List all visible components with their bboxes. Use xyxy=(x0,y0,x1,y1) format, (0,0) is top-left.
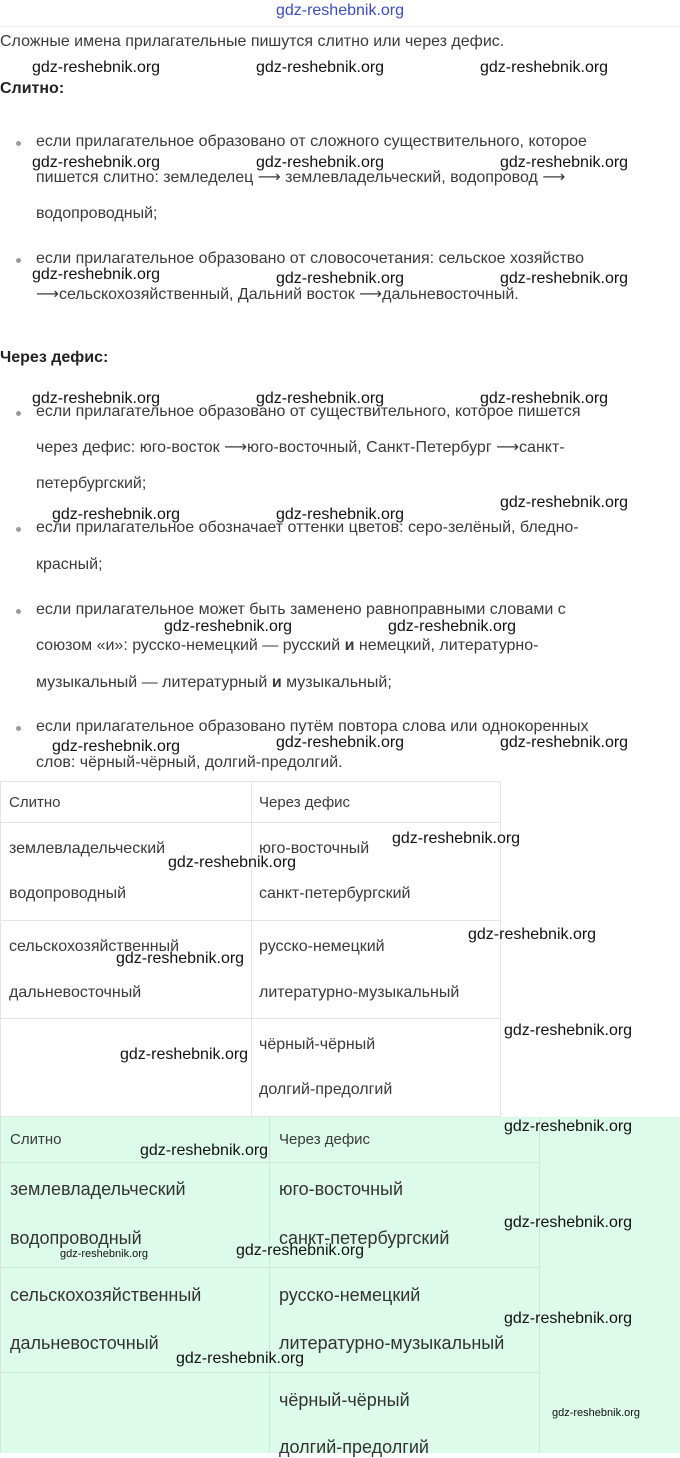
watermark: gdz-reshebnik.org xyxy=(504,1310,633,1327)
table-cell: юго-восточный xyxy=(259,840,370,857)
watermark: gdz-reshebnik.org xyxy=(552,1407,641,1419)
table-cell: долгий-предолгий xyxy=(259,1081,393,1098)
heading-slitno: Слитно: xyxy=(0,80,65,97)
watermark: gdz-reshebnik.org xyxy=(32,59,161,76)
table-cell: сельскохозяйственный xyxy=(9,938,180,955)
conjunction-bold: и xyxy=(344,637,355,654)
table-cell: водопроводный xyxy=(10,1228,142,1248)
text-span: немецкий, литературно- xyxy=(354,637,539,654)
bullet-icon xyxy=(16,609,24,617)
watermark: gdz-reshebnik.org xyxy=(116,950,245,967)
list-item-line: слов: чёрный-чёрный, долгий-предолгий. xyxy=(36,754,343,771)
bullet-icon xyxy=(16,527,24,535)
text-span: союзом «и»: русско-немецкий — русский xyxy=(36,637,345,654)
list-item-line: если прилагательное может быть заменено равноправными словами с xyxy=(36,601,566,618)
list-item-line: если прилагательное образовано путём повтора слова или однокоренных xyxy=(36,718,589,735)
bullet-icon xyxy=(16,141,24,149)
watermark: gdz-reshebnik.org xyxy=(276,734,405,751)
table-cell: дальневосточный xyxy=(9,984,142,1001)
watermark: gdz-reshebnik.org xyxy=(500,494,629,511)
watermark: gdz-reshebnik.org xyxy=(276,270,405,287)
table-cell: долгий-предолгий xyxy=(279,1437,429,1457)
list-item-line: если прилагательное образовано от сложного существительного, которое xyxy=(36,133,587,150)
watermark: gdz-reshebnik.org xyxy=(176,1350,305,1367)
table-divider xyxy=(1,1018,500,1019)
bullet-icon xyxy=(16,411,24,419)
table-cell: дальневосточный xyxy=(10,1333,159,1353)
table-cell: русско-немецкий xyxy=(279,1285,421,1305)
list-item-line: пишется слитно: земледелец ⟶ землевладельческий, водопровод ⟶ xyxy=(36,169,566,186)
list-item-line: если прилагательное образовано от существительного, которое пишется xyxy=(36,403,581,420)
watermark: gdz-reshebnik.org xyxy=(236,1242,365,1259)
table-divider xyxy=(1,1372,539,1373)
watermark: gdz-reshebnik.org xyxy=(32,390,161,407)
intro-text: Сложные имена прилагательные пишутся слитно или через дефис. xyxy=(0,33,505,50)
watermark: gdz-reshebnik.org xyxy=(480,59,609,76)
table-cell: литературно-музыкальный xyxy=(259,984,460,1001)
table-divider xyxy=(1,1267,539,1268)
watermark: gdz-reshebnik.org xyxy=(52,506,181,523)
conjunction-bold: и xyxy=(271,674,282,691)
table-cell: водопроводный xyxy=(9,885,127,902)
bullet-icon xyxy=(16,726,24,734)
table-divider xyxy=(269,1117,270,1453)
text-span: музыкальный; xyxy=(281,674,392,691)
watermark: gdz-reshebnik.org xyxy=(480,390,609,407)
list-item-line: если прилагательное обозначает оттенки цветов: серо-зелёный, бледно- xyxy=(36,519,579,536)
watermark: gdz-reshebnik.org xyxy=(168,854,297,871)
site-title-link[interactable]: gdz-reshebnik.org xyxy=(275,2,405,19)
watermark: gdz-reshebnik.org xyxy=(256,154,385,171)
list-item-line: через дефис: юго-восток ⟶юго-восточный, Санкт-Петербург ⟶санкт- xyxy=(36,439,565,456)
heading-defis: Через дефис: xyxy=(0,349,109,366)
watermark: gdz-reshebnik.org xyxy=(500,270,629,287)
watermark: gdz-reshebnik.org xyxy=(504,1118,633,1135)
list-item-line: красный; xyxy=(36,556,103,573)
table-header-defis: Через дефис xyxy=(259,794,351,811)
table-divider xyxy=(251,782,252,1116)
table-divider xyxy=(1,1162,539,1163)
watermark: gdz-reshebnik.org xyxy=(52,738,181,755)
list-item-line: если прилагательное образовано от словосочетания: сельское хозяйство xyxy=(36,250,585,267)
list-item-line: ⟶сельскохозяйственный, Дальний восток ⟶дальневосточный. xyxy=(36,286,519,303)
list-item-line: водопроводный; xyxy=(36,205,158,222)
list-item-line: петербургский; xyxy=(36,475,147,492)
table-cell: сельскохозяйственный xyxy=(10,1285,202,1305)
watermark: gdz-reshebnik.org xyxy=(120,1046,249,1063)
text-span: музыкальный — литературный xyxy=(36,674,272,691)
watermark: gdz-reshebnik.org xyxy=(276,506,405,523)
table-header-slitno: Слитно xyxy=(10,1131,62,1148)
table-cell: санкт-петербургский xyxy=(279,1228,450,1248)
watermark: gdz-reshebnik.org xyxy=(504,1214,633,1231)
list-item-line xyxy=(36,675,680,691)
table-cell: литературно-музыкальный xyxy=(279,1333,505,1353)
watermark: gdz-reshebnik.org xyxy=(32,154,161,171)
watermark: gdz-reshebnik.org xyxy=(256,59,385,76)
watermark: gdz-reshebnik.org xyxy=(32,266,161,283)
list-item-line xyxy=(36,638,680,654)
top-bar xyxy=(0,0,680,27)
watermark: gdz-reshebnik.org xyxy=(388,618,517,635)
table-cell: землевладельческий xyxy=(9,840,166,857)
table-header-slitno: Слитно xyxy=(9,794,61,811)
watermark: gdz-reshebnik.org xyxy=(500,154,629,171)
watermark: gdz-reshebnik.org xyxy=(392,830,521,847)
watermark: gdz-reshebnik.org xyxy=(60,1248,149,1260)
watermark: gdz-reshebnik.org xyxy=(140,1142,269,1159)
table-cell: землевладельческий xyxy=(10,1179,186,1199)
table-cell: русско-немецкий xyxy=(259,938,385,955)
summary-table-green xyxy=(0,1117,540,1457)
watermark: gdz-reshebnik.org xyxy=(504,1022,633,1039)
table-header-defis: Через дефис xyxy=(279,1131,371,1148)
watermark: gdz-reshebnik.org xyxy=(164,618,293,635)
bullet-icon xyxy=(16,258,24,266)
table-divider xyxy=(1,920,500,921)
table-divider xyxy=(1,822,500,823)
table-cell: юго-восточный xyxy=(279,1179,404,1199)
watermark: gdz-reshebnik.org xyxy=(468,926,597,943)
table-cell: чёрный-чёрный xyxy=(279,1390,410,1410)
table-cell: чёрный-чёрный xyxy=(259,1036,376,1053)
watermark: gdz-reshebnik.org xyxy=(256,390,385,407)
watermark: gdz-reshebnik.org xyxy=(500,734,629,751)
table-cell: санкт-петербургский xyxy=(259,885,411,902)
table-divider xyxy=(539,1117,540,1453)
